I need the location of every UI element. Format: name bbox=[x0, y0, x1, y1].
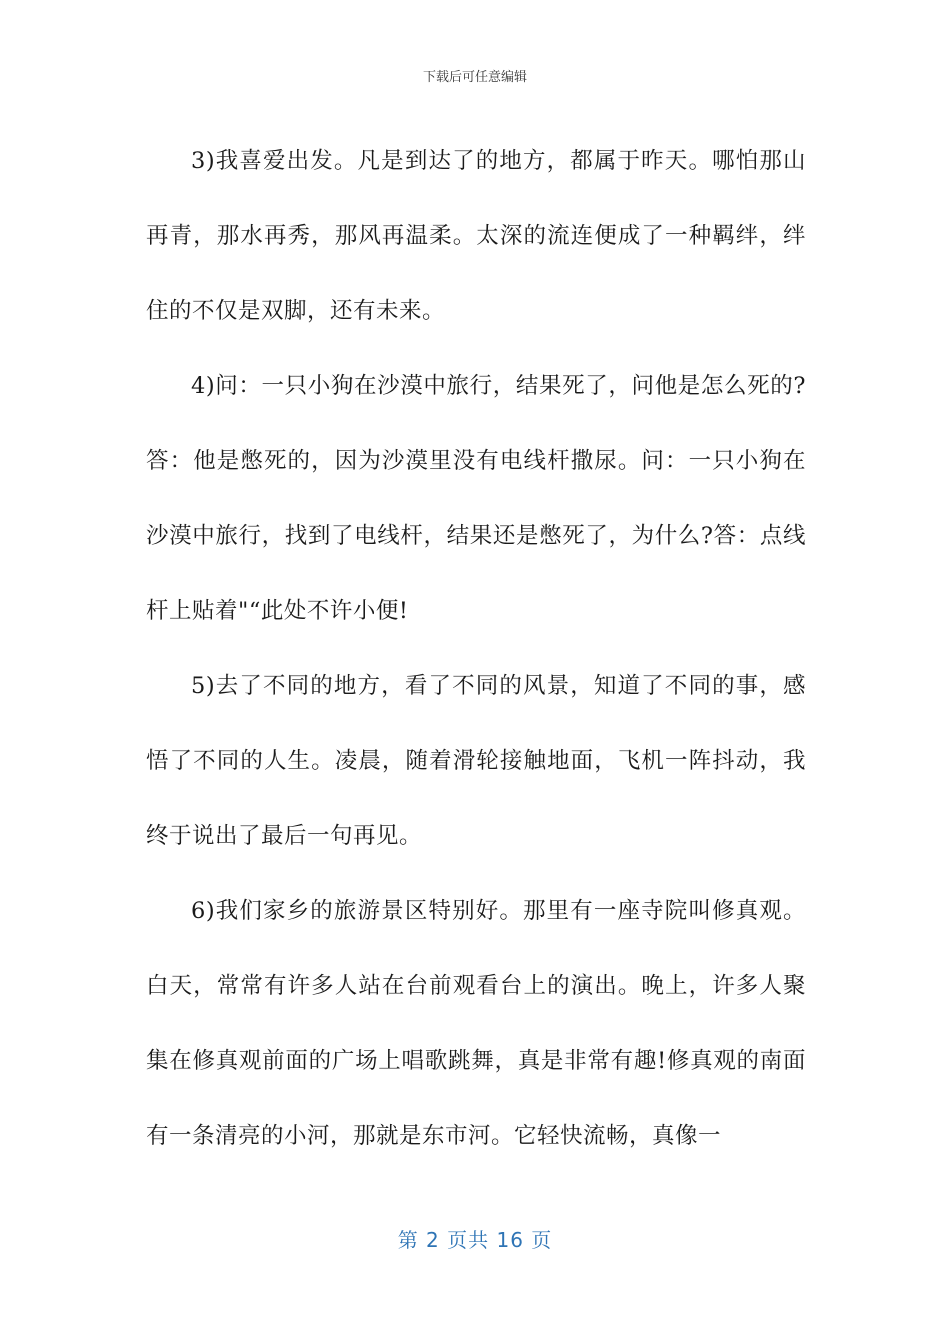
page-footer bbox=[0, 1224, 950, 1253]
paragraph-4: 4)问：一只小狗在沙漠中旅行，结果死了，问他是怎么死的?答：他是憋死的，因为沙漠里没有电线杆撒尿。问：一只小狗在沙漠中旅行，找到了电线杆，结果还是憋死了，为什么?答：点线杆上贴着"“此处不许小便! bbox=[146, 373, 806, 624]
footer-prefix: 第 bbox=[397, 1228, 427, 1252]
current-page-number: 2 bbox=[426, 1228, 440, 1252]
page-header: 下载后可任意编辑 bbox=[422, 70, 527, 85]
paragraph-3: 3)我喜爱出发。凡是到达了的地方，都属于昨天。哪怕那山再青，那水再秀，那风再温柔。太深的流连便成了一种羁绊，绊住的不仅是双脚，还有未来。 bbox=[146, 148, 806, 324]
document-body bbox=[146, 124, 806, 1174]
footer-middle: 页共 bbox=[439, 1228, 497, 1252]
footer-suffix: 页 bbox=[523, 1228, 553, 1252]
paragraph-6: 6)我们家乡的旅游景区特别好。那里有一座寺院叫修真观。白天，常常有许多人站在台前观看台上的演出。晚上，许多人聚集在修真观前面的广场上唱歌跳舞，真是非常有趣!修真观的南面有一条清亮的小河，那就是东市河。它轻快流畅，真像一 bbox=[146, 898, 806, 1149]
paragraph-5: 5)去了不同的地方，看了不同的风景，知道了不同的事，感悟了不同的人生。凌晨，随着滑轮接触地面，飞机一阵抖动，我终于说出了最后一句再见。 bbox=[146, 673, 806, 849]
total-pages-number: 16 bbox=[496, 1228, 524, 1252]
